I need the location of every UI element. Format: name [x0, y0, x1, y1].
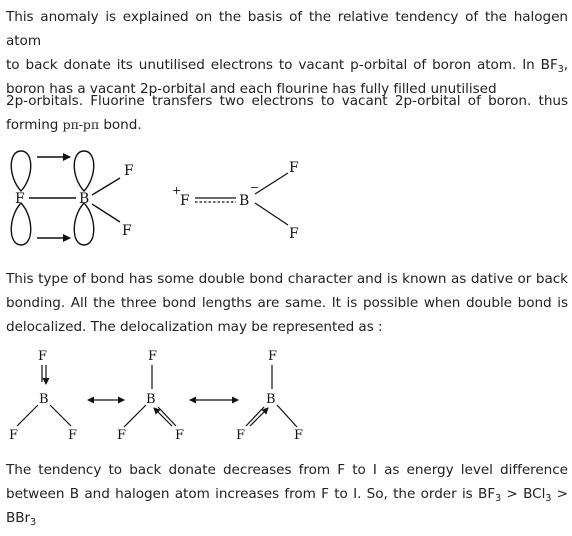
s1-f-right: F — [68, 428, 78, 443]
s2-f-right: F — [175, 428, 185, 443]
atom-f-left-2: F — [180, 193, 190, 209]
b-f-upper-bond — [92, 178, 120, 195]
p-pi-bond-notation: pπ-pπ — [62, 117, 100, 132]
atom-f-top: F — [124, 163, 134, 179]
p4-line1: The tendency to back donate decreases from F to I as energy level difference — [6, 462, 568, 478]
b-f-upper-bond-2 — [255, 173, 288, 194]
p2-line1: 2p-orbitals. Fluorine transfers two electrons to vacant 2p-orbital of boron. thus — [6, 93, 568, 109]
s2-f-left: F — [117, 428, 127, 443]
b-f-lower-bond — [92, 204, 120, 222]
resonance-structures-diagram — [0, 344, 320, 444]
atom-f-top-2: F — [289, 160, 299, 176]
atom-f-left: F — [15, 191, 25, 207]
s1-f-left: F — [9, 428, 19, 443]
s3-f-top: F — [268, 349, 278, 364]
back-bonding-diagram — [0, 145, 320, 257]
s2-b: B — [146, 392, 156, 407]
atom-b: B — [79, 191, 90, 207]
b-f-lower-bond-2 — [255, 203, 288, 225]
paragraph-back-donation-order — [6, 458, 568, 530]
s3-f-right: F — [294, 428, 304, 443]
p4-line2: between B and halogen atom increases from F to I. So, the order is $BF_3 > BCl_3$ > — [6, 486, 568, 504]
s3-f-left: F — [236, 428, 246, 443]
boron-lobe-top — [74, 151, 94, 191]
atom-f-bottom: F — [122, 223, 132, 239]
paragraph-dative-bonding: This type of bond has some double bond character and is known as dative or back bonding. All the three bond lengths are same. It is possible when double bond is delocalized. The delocalization may be represented as : — [6, 271, 568, 335]
boron-lobe-bottom — [74, 203, 94, 245]
fluorine-lobe-top — [11, 151, 31, 191]
p2-line2: forming pπ-pπ bond. — [6, 117, 142, 133]
atom-b-2: B — [239, 193, 250, 209]
s1-b: B — [39, 392, 49, 407]
p4-line3: BBr$_3$ — [6, 510, 37, 528]
paragraph-anomaly — [6, 5, 568, 101]
s1-f-top: F — [38, 349, 48, 364]
atom-f-bottom-2: F — [289, 226, 299, 242]
p1-line2: to back donate its unutilised electrons to vacant p-orbital of boron atom. In $BF_3$, — [6, 57, 568, 75]
fluorine-lobe-bottom — [11, 203, 31, 245]
paragraph-fluorine-transfer — [6, 89, 568, 137]
charge-minus: − — [250, 181, 260, 194]
s3-b: B — [266, 392, 276, 407]
orbital-overlap-structure — [11, 151, 120, 245]
charge-plus: + — [172, 184, 182, 197]
p1-line3: boron has a vacant 2p-orbital and each flourine has fully filled unutilised — [6, 81, 497, 97]
s2-f-top: F — [148, 349, 158, 364]
p1-line1: This anomaly is explained on the basis of the relative tendency of the halogen atom — [6, 9, 568, 49]
